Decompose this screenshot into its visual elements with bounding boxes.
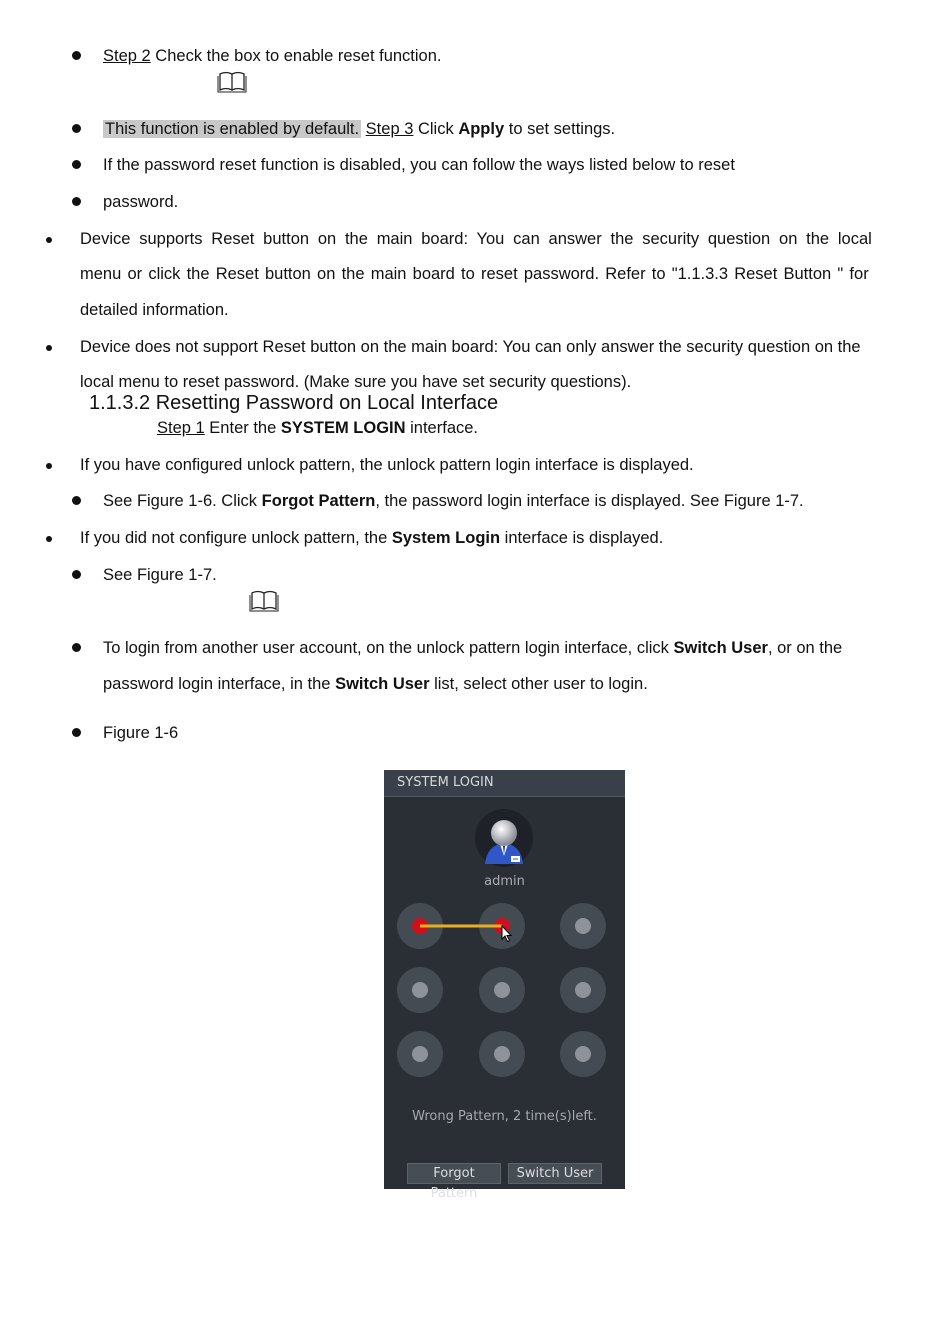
bullet (72, 197, 81, 206)
bullet (72, 570, 81, 579)
paragraph-line: If the password reset function is disabled, you can follow the ways listed below to reset (103, 156, 735, 174)
text-part: , the password login interface is displayed. See Figure 1-7. (375, 492, 804, 510)
bullet (72, 496, 81, 505)
paragraph-line: local menu to reset password. (Make sure you have set security questions). (80, 373, 632, 391)
figure-caption: Figure 1-6 (103, 724, 179, 742)
bullet (72, 51, 81, 60)
paragraph-line (103, 674, 648, 694)
paragraph-line (103, 638, 842, 658)
pattern-trace (384, 770, 625, 1070)
paragraph-line: detailed information. (80, 301, 229, 319)
step-text-end: to set settings. (504, 120, 616, 138)
error-message: Wrong Pattern, 2 time(s)left. (412, 1109, 597, 1124)
username-label: admin (484, 874, 525, 889)
note-book-icon (218, 71, 246, 93)
mouse-cursor-icon (501, 925, 513, 943)
step-label: Step 3 (365, 120, 414, 138)
forgot-pattern-button[interactable]: Forgot Pattern (407, 1163, 501, 1184)
step-label: Step 1 (157, 419, 205, 437)
window-title: SYSTEM LOGIN (397, 775, 494, 790)
bullet (46, 536, 52, 542)
bullet (72, 643, 81, 652)
text-part: To login from another user account, on the unlock pattern login interface, click (103, 639, 674, 657)
step-label: Step 2 (103, 47, 151, 65)
paragraph-line (80, 528, 663, 548)
bullet (46, 345, 52, 351)
paragraph-line: See Figure 1-7. (103, 566, 217, 584)
system-login-screenshot (384, 770, 625, 1201)
paragraph-line: menu or click the Reset button on the main board to reset password. Refer to "1.1.3.3 Reset Button " for (80, 265, 869, 283)
bullet (72, 124, 81, 133)
step-text: Click (413, 120, 459, 138)
paragraph-line: password. (103, 193, 179, 211)
text-part: list, select other user to login. (429, 675, 648, 693)
note-book-icon (250, 590, 278, 612)
step-text: Enter the (204, 419, 281, 437)
bullet (72, 728, 81, 737)
text-part: password login interface, in the (103, 675, 336, 693)
step-text: Check the box to enable reset function. (150, 47, 442, 65)
paragraph-line: Device supports Reset button on the main board: You can answer the security question on the local (80, 230, 872, 248)
step-text-end: interface. (405, 419, 479, 437)
paragraph-line: If you have configured unlock pattern, the unlock pattern login interface is displayed. (80, 456, 694, 474)
text-part: interface is displayed. (500, 529, 664, 547)
paragraph-line: Device does not support Reset button on the main board: You can only answer the security question on the (80, 338, 861, 356)
apply-term: Apply (458, 120, 505, 138)
bullet (72, 160, 81, 169)
system-login-term: SYSTEM LOGIN (280, 419, 406, 437)
section-heading: 1.1.3.2 Resetting Password on Local Interface (89, 392, 499, 414)
text-part: If you did not configure unlock pattern, the (80, 529, 392, 547)
bullet (46, 237, 52, 243)
bullet (46, 463, 52, 469)
text-part: See Figure 1-6. Click (103, 492, 262, 510)
paragraph-line (103, 491, 804, 511)
forgot-pattern-term: Forgot Pattern (261, 492, 376, 510)
step-3-line (103, 119, 615, 139)
switch-user-term: Switch User (335, 675, 430, 693)
step-2-line (103, 46, 441, 66)
text-part: , or on the (767, 639, 843, 657)
switch-user-term: Switch User (673, 639, 768, 657)
switch-user-button[interactable]: Switch User (508, 1163, 602, 1184)
step-1-line (157, 418, 478, 438)
note-highlight: This function is enabled by default. (105, 120, 360, 138)
system-login-term: System Login (391, 529, 501, 547)
